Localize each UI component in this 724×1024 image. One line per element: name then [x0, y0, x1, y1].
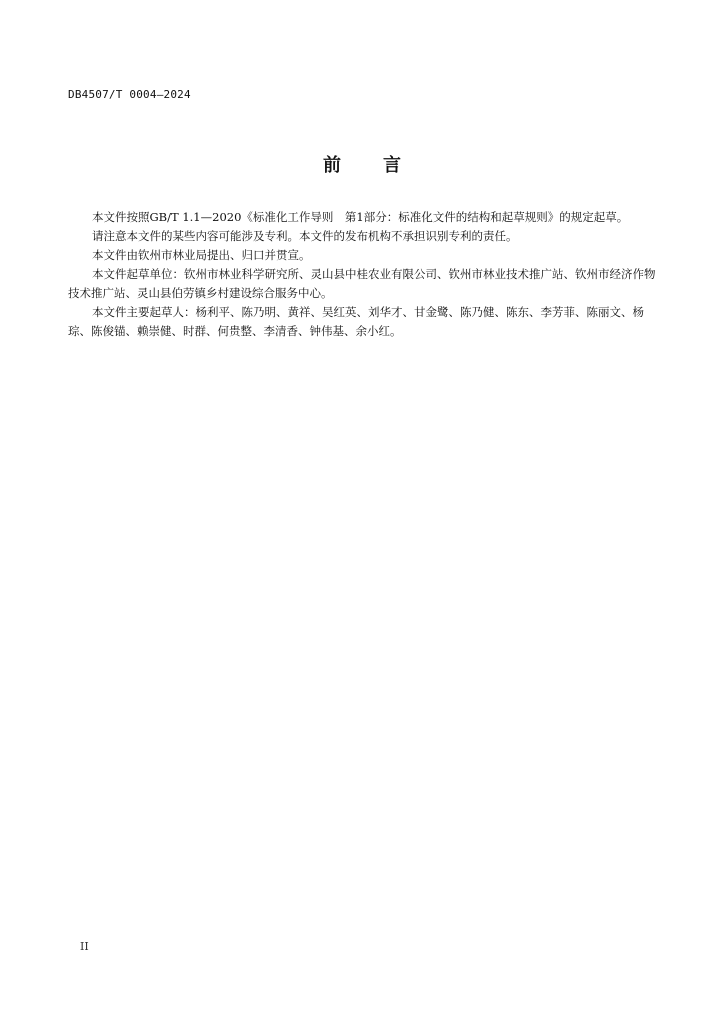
document-code: DB4507/T 0004—2024 — [68, 88, 191, 101]
paragraph-proposer: 本文件由钦州市林业局提出、归口并贯宣。 — [92, 248, 311, 262]
paragraph-standard-basis: 本文件按照GB/T 1.1—2020《标准化工作导则 第1部分：标准化文件的结构和起草规则》的规定起草。 — [92, 210, 629, 224]
foreword-body — [68, 208, 658, 341]
paragraph-drafters: 本文件主要起草人：杨利平、陈乃明、黄祥、吴红英、刘华才、甘金鹭、陈乃健、陈东、李芳菲、陈丽文、杨琮、陈俊锚、赖崇健、时群、何贵整、李清香、钟伟基、余小红。 — [68, 305, 644, 338]
paragraph-patent-notice: 请注意本文件的某些内容可能涉及专利。本文件的发布机构不承担识别专利的责任。 — [92, 229, 518, 243]
paragraph-drafting-units: 本文件起草单位：钦州市林业科学研究所、灵山县中桂农业有限公司、钦州市林业技术推广站、钦州市经济作物技术推广站、灵山县伯劳镇乡村建设综合服务中心。 — [68, 267, 656, 300]
section-title: 前言 — [323, 155, 443, 176]
page-number: II — [80, 940, 89, 953]
